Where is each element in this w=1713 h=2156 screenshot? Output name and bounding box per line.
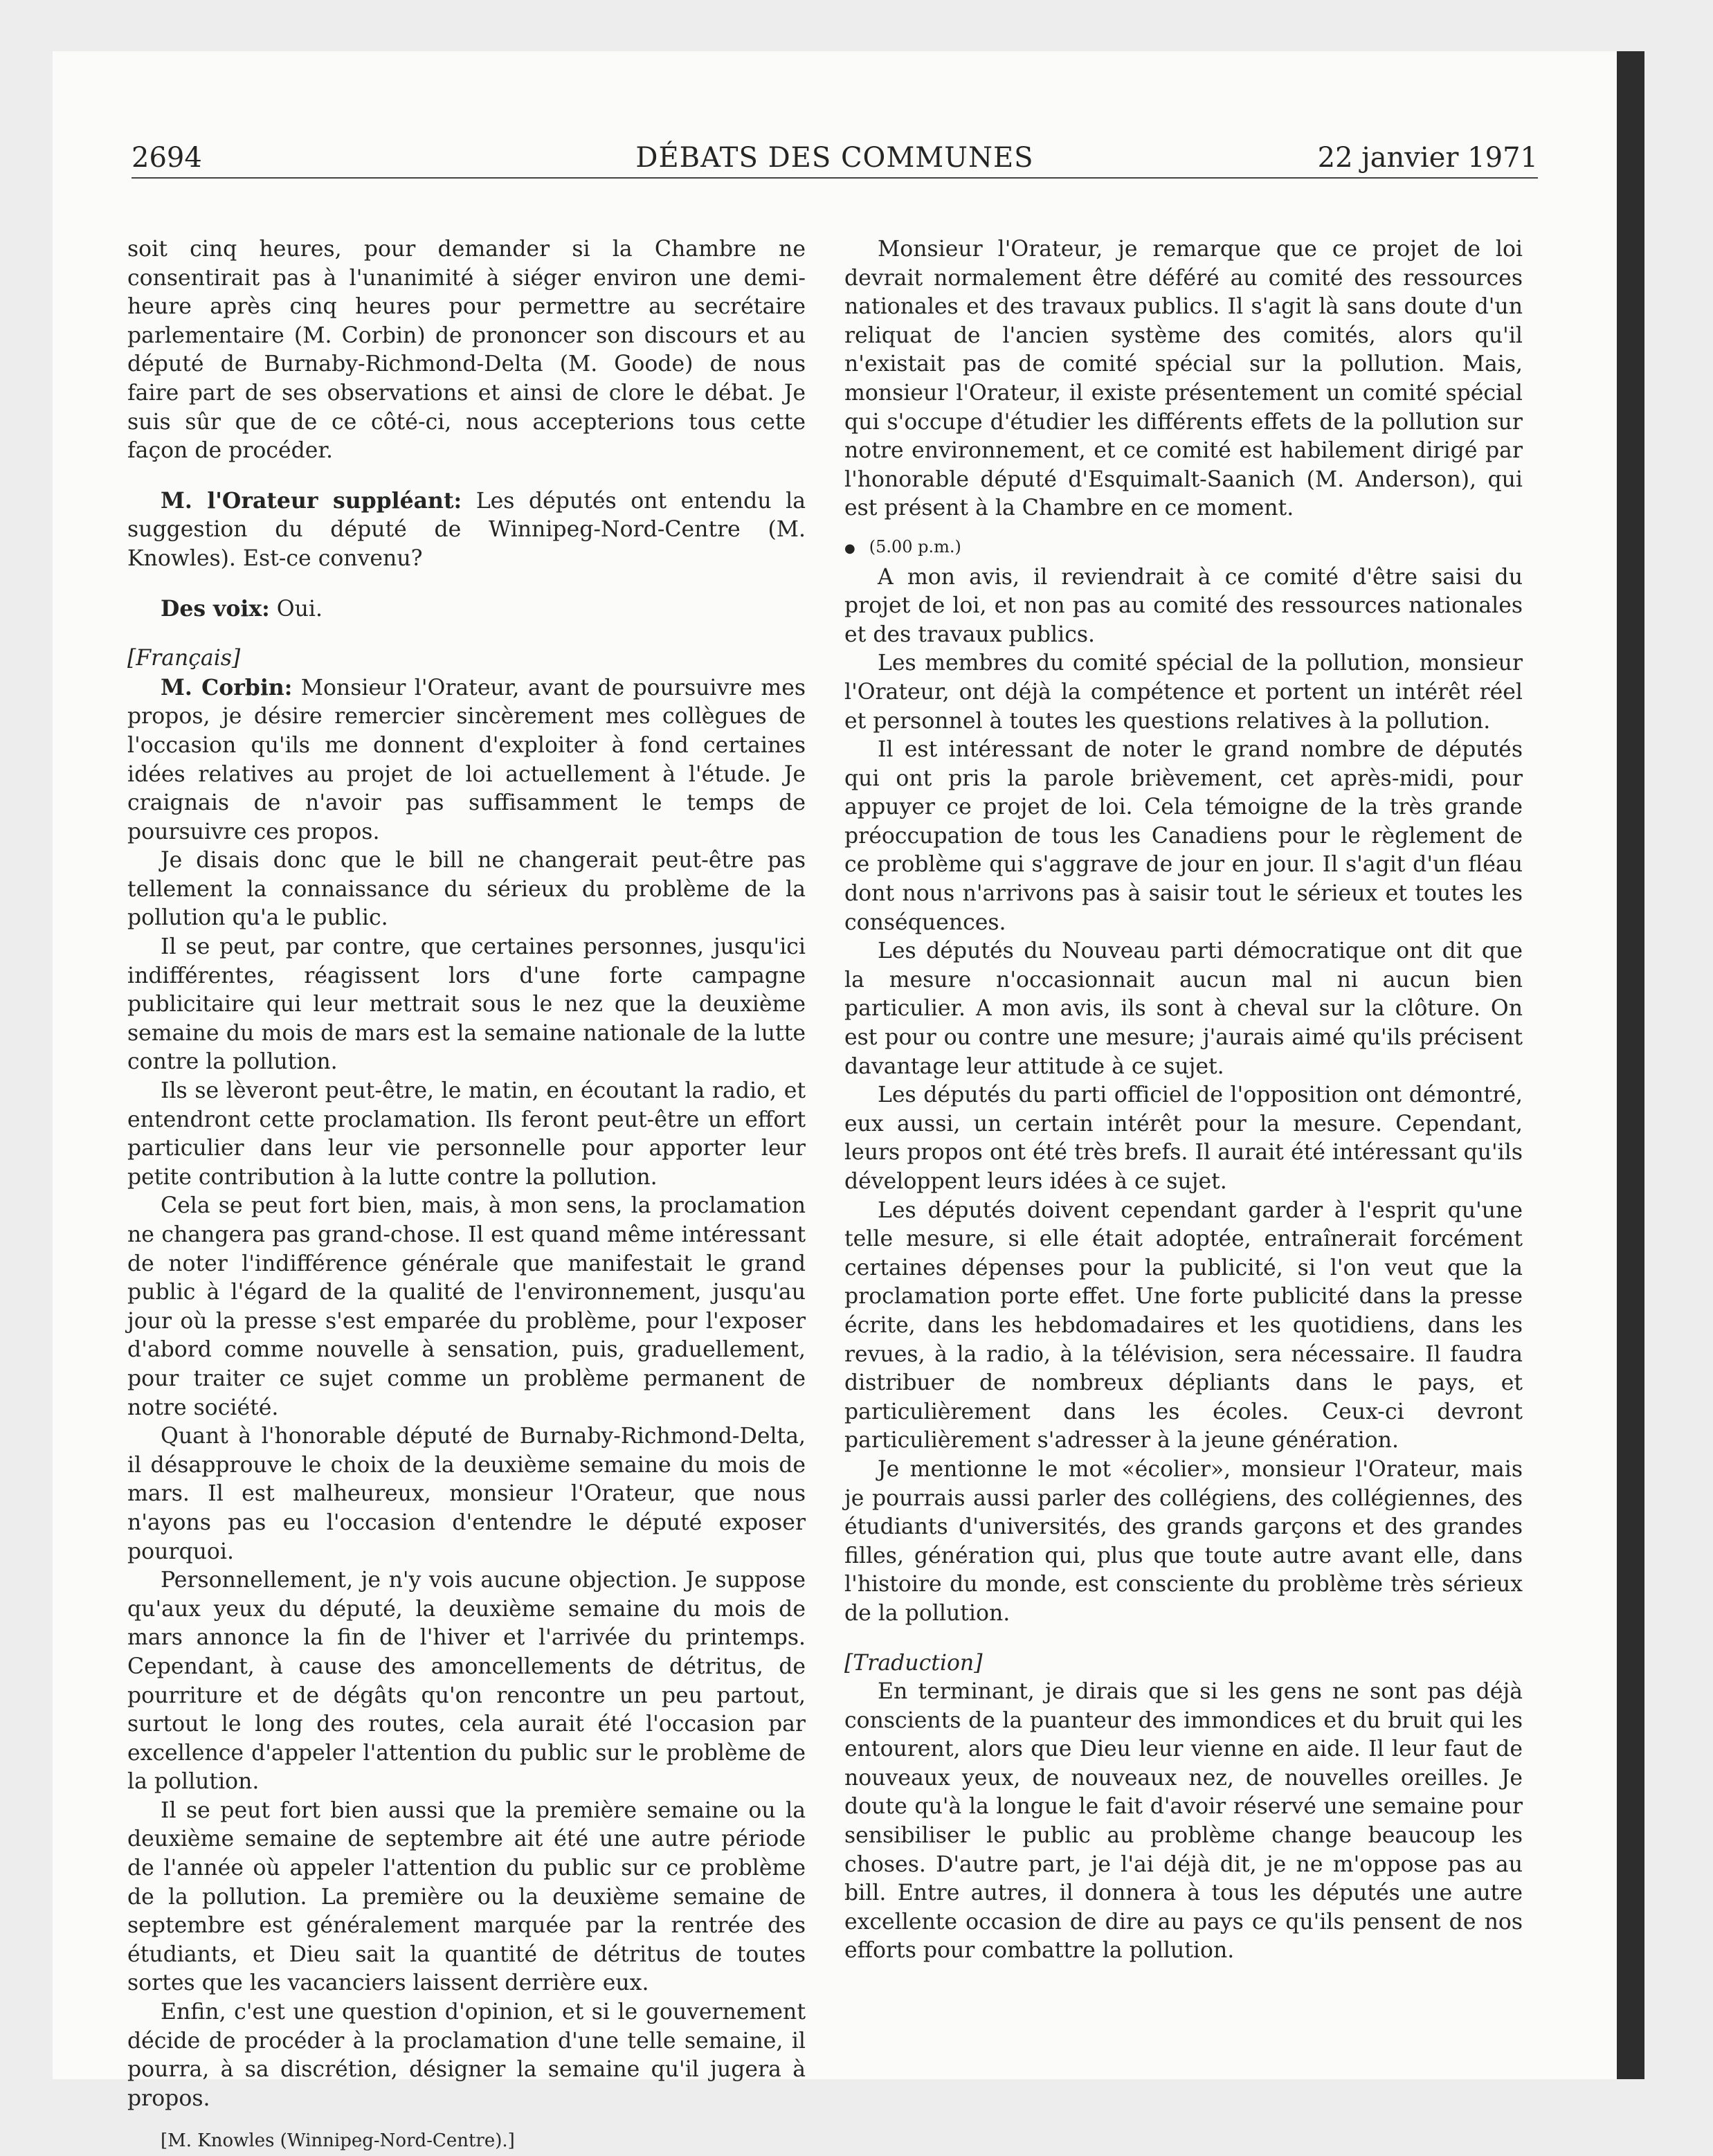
page-number: 2694 [132,142,202,174]
speech-text: Les députés ont entendu la suggestion du député de Winnipeg-Nord-Centre (M. Knowles). Est-ce convenu? [127,488,806,571]
language-tag: [Français] [127,646,241,671]
language-tag: [Traduction] [844,1650,983,1676]
paragraph: Il se peut fort bien aussi que la première semaine ou la deuxième semaine de septembre ait été une autre période de l'année où appeler l'attention du public sur ce problème de la pollution. La première ou la deuxième semaine de septembre est généralement marquée par la rentrée des étudiants, et Dieu sait la quantité de détritus de toutes sortes que les vacanciers laissent derrière eux. [127,1797,806,1996]
timestamp-text: (5.00 p.m.) [869,536,961,556]
issue-date: 22 janvier 1971 [1317,142,1538,174]
paragraph: Il se peut, par contre, que certaines personnes, jusqu'ici indifférentes, réagissent lors d'une forte campagne publicitaire qui leur mettrait sous le nez que la deuxième semaine du mois de mars est la semaine nationale de la lutte contre la pollution. [127,934,806,1075]
right-column [844,235,1523,1966]
paragraph: Les députés du Nouveau parti démocratique ont dit que la mesure n'occasionnait aucun mal ni aucun bien particulier. A mon avis, ils sont à cheval sur la clôture. On est pour ou contre une mesure; j'aurais aimé qu'ils précisent davantage leur attitude à ce sujet. [844,939,1523,1079]
paragraph: Quant à l'honorable député de Burnaby-Richmond-Delta, il désapprouve le choix de la deuxième semaine du mois de mars. Il est malheureux, monsieur l'Orateur, que nous n'ayons pas eu l'occasion d'entendre le député exposer pourquoi. [127,1424,806,1564]
paragraph: En terminant, je dirais que si les gens ne sont pas déjà conscients de la puanteur des immondices et du bruit qui les entourent, alors que Dieu leur vienne en aide. Il leur faut de nouveaux yeux, de nouveaux nez, de nouvelles oreilles. Je doute qu'à la longue le fait d'avoir réservé une semaine pour sensibiliser le public au problème change beaucoup les choses. D'autre part, je l'ai déjà dit, je ne m'oppose pas au bill. Entre autres, il donnera à tous les députés une autre excellente occasion de dire au pays ce qu'ils pensent de nos efforts pour combattre la pollution. [844,1679,1523,1964]
paragraph: Je mentionne le mot «écolier», monsieur l'Orateur, mais je pourrais aussi parler des collégiens, des collégiennes, des étudiants d'universités, des grands garçons et des grandes filles, génération qui, plus que toute autre avant elle, dans l'histoire du monde, est consciente du problème très sérieux de la pollution. [844,1456,1523,1626]
paragraph: soit cinq heures, pour demander si la Chambre ne consentirait pas à l'unanimité à siéger environ une demi-heure après cinq heures pour permettre au secrétaire parlementaire (M. Corbin) de prononcer son discours et au député de Burnaby-Richmond-Delta (M. Goode) de nous faire part de ses observations et ainsi de clore le débat. Je suis sûr que de ce côté-ci, nous accepterions tous cette façon de procéder. [127,237,806,464]
speaker-name: Des voix: [161,595,270,622]
paragraph: Je disais donc que le bill ne changerait peut-être pas tellement la connaissance du sérieux du problème de la pollution qu'a le public. [127,848,806,931]
paragraph: Enfin, c'est une question d'opinion, et si le gouvernement décide de procéder à la proclamation d'une telle semaine, il pourra, à sa discrétion, désigner la semaine qu'il jugera à propos. [127,2000,806,2111]
timestamp [844,533,1523,563]
paragraph: Les membres du comité spécial de la pollution, monsieur l'Orateur, ont déjà la compétence et portent un intérêt réel et personnel à toutes les questions relatives à la pollution. [844,651,1523,734]
header-rule [132,177,1538,179]
speaker-name: M. Corbin: [161,674,293,700]
speech-paragraph [127,595,806,624]
speech-paragraph [127,673,806,847]
paragraph: Les députés du parti officiel de l'opposition ont démontré, eux aussi, un certain intérêt pour la mesure. Cependant, leurs propos ont été très brefs. Il aurait été intéressant qu'ils développent leurs idées à ce sujet. [844,1082,1523,1194]
paragraph: A mon avis, il reviendrait à ce comité d'être saisi du projet de loi, et non pas au comité des ressources nationales et des travaux publics. [844,564,1523,647]
running-title: DÉBATS DES COMMUNES [635,142,1034,174]
scan-edge-shadow [1617,51,1644,2079]
speaker-name: M. l'Orateur suppléant: [161,487,462,514]
speech-text: Oui. [276,596,323,622]
paragraph: Il est intéressant de noter le grand nombre de députés qui ont pris la parole brièvement, cet après-midi, pour appuyer ce projet de loi. Cela témoigne de la très grande préoccupation de tous les Canadiens pour le règlement de ce problème qui s'aggrave de jour en jour. Il s'agit d'un fléau dont nous n'arrivons pas à saisir tout le sérieux et toutes les conséquences. [844,737,1523,935]
speech-paragraph [127,487,806,574]
paragraph: Les députés doivent cependant garder à l'esprit qu'une telle mesure, si elle était adoptée, entraînerait forcément certaines dépenses pour la publicité, si l'on veut que la proclamation porte effet. Une forte publicité dans la presse écrite, dans les hebdomadaires et les quotidiens, dans les revues, à la radio, à la télévision, sera nécessaire. Il faudra distribuer de nombreux dépliants dans le pays, et particulièrement dans les écoles. Ceux-ci devront particulièrement s'adresser à la jeune génération. [844,1197,1523,1453]
paragraph: Cela se peut fort bien, mais, à mon sens, la proclamation ne changera pas grand-chose. Il est quand même intéressant de noter l'indifférence générale que manifestait le grand public à l'égard de la qualité de l'environnement, jusqu'au jour où la presse s'est emparée du problème, pour l'exposer d'abord comme nouvelle à sensation, puis, graduellement, pour traiter ce sujet comme un problème permanent de notre société. [127,1193,806,1420]
bullet-icon: ● [844,541,855,556]
left-column [127,235,806,2156]
paragraph: Personnellement, je n'y vois aucune objection. Je suppose qu'aux yeux du député, la deuxième semaine du mois de mars annonce la fin de l'hiver et l'arrivée du printemps. Cependant, à cause des amoncellements de détritus, de pourriture et de dégâts qu'on rencontre un peu partout, surtout le long des routes, cela aurait été l'occasion par excellence d'appeler l'attention du public sur le problème de la pollution. [127,1568,806,1795]
paragraph: Monsieur l'Orateur, je remarque que ce projet de loi devrait normalement être déféré au comité des ressources nationales et des travaux publics. Il s'agit là sans doute d'un reliquat de l'ancien système des comités, alors qu'il n'existait pas de comité spécial sur la pollution. Mais, monsieur l'Orateur, il existe présentement un comité spécial qui s'occupe d'étudier les différents effets de la pollution sur notre environnement, et ce comité est habilement dirigé par l'honorable député d'Esquimalt-Saanich (M. Anderson), qui est présent à la Chambre en ce moment. [844,237,1523,521]
paragraph: Ils se lèveront peut-être, le matin, en écoutant la radio, et entendront cette proclamation. Ils feront peut-être un effort particulier dans leur vie personnelle pour apporter leur petite contribution à la lutte contre la pollution. [127,1078,806,1190]
speaker-footnote: [M. Knowles (Winnipeg-Nord-Centre).] [161,2130,515,2152]
speech-text: Monsieur l'Orateur, avant de poursuivre mes propos, je désire remercier sincèrement mes collègues de l'occasion qu'ils me donnent d'exploiter à fond certaines idées relatives au projet de loi actuellement à l'étude. Je craignais de n'avoir pas suffisamment le temps de poursuivre ces propos. [127,675,806,844]
